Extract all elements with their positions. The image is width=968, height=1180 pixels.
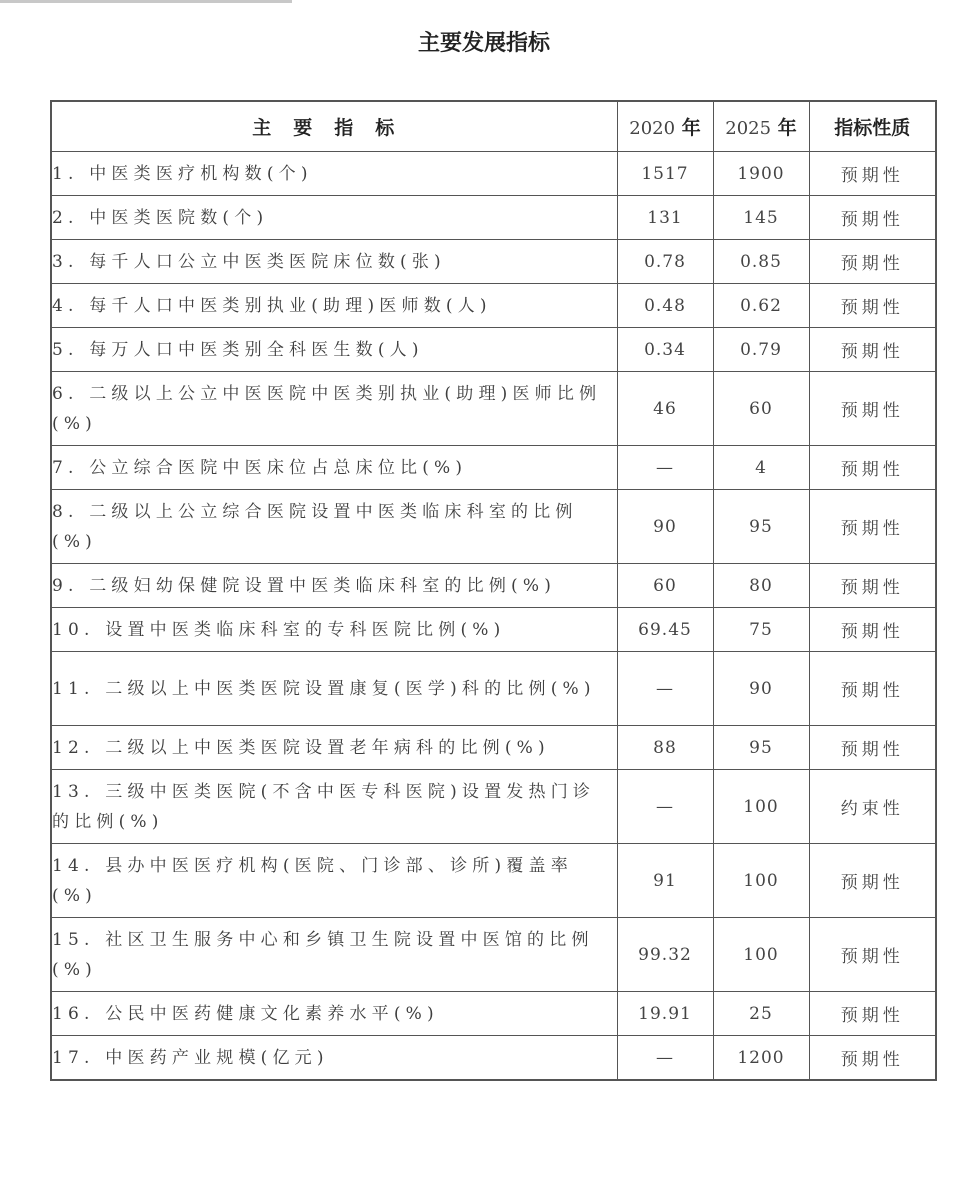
indicator-name: 14. 县办中医医疗机构(医院、门诊部、诊所)覆盖率(%): [51, 844, 617, 918]
indicator-name: 11. 二级以上中医类医院设置康复(医学)科的比例(%): [51, 652, 617, 726]
indicator-name: 2. 中医类医院数(个): [51, 196, 617, 240]
indicator-nature: 预期性: [809, 1036, 936, 1081]
table-row: [51, 770, 936, 844]
indicator-name: 15. 社区卫生服务中心和乡镇卫生院设置中医馆的比例(%): [51, 918, 617, 992]
value-2020: —: [617, 652, 713, 726]
value-2020: —: [617, 446, 713, 490]
value-2020: 46: [617, 372, 713, 446]
table-row: [51, 652, 936, 726]
value-2020: 0.48: [617, 284, 713, 328]
table-row: [51, 284, 936, 328]
value-2020: 19.91: [617, 992, 713, 1036]
indicators-table: [50, 100, 937, 1081]
value-2020: 131: [617, 196, 713, 240]
value-2020: 60: [617, 564, 713, 608]
value-2020: 69.45: [617, 608, 713, 652]
value-2025: 1900: [713, 152, 809, 196]
header-2025-year: 2025: [725, 118, 772, 139]
indicator-nature: 预期性: [809, 844, 936, 918]
indicator-nature: 预期性: [809, 240, 936, 284]
indicator-name: 6. 二级以上公立中医医院中医类别执业(助理)医师比例(%): [51, 372, 617, 446]
table-row: [51, 152, 936, 196]
value-2025: 95: [713, 490, 809, 564]
table-row: [51, 918, 936, 992]
indicator-name: 9. 二级妇幼保健院设置中医类临床科室的比例(%): [51, 564, 617, 608]
value-2020: 88: [617, 726, 713, 770]
value-2025: 145: [713, 196, 809, 240]
value-2025: 100: [713, 844, 809, 918]
top-divider-bar: [0, 0, 292, 3]
value-2020: —: [617, 1036, 713, 1081]
indicator-name: 4. 每千人口中医类别执业(助理)医师数(人): [51, 284, 617, 328]
table-row: [51, 992, 936, 1036]
indicator-nature: 预期性: [809, 918, 936, 992]
header-2020: [617, 101, 713, 152]
page-title: 主要发展指标: [417, 31, 550, 56]
value-2025: 100: [713, 918, 809, 992]
indicator-nature: 预期性: [809, 608, 936, 652]
indicator-nature: 预期性: [809, 652, 936, 726]
header-nature: 指标性质: [809, 101, 936, 152]
table-header-row: [51, 101, 936, 152]
value-2020: 90: [617, 490, 713, 564]
indicator-name: 16. 公民中医药健康文化素养水平(%): [51, 992, 617, 1036]
value-2025: 90: [713, 652, 809, 726]
value-2025: 25: [713, 992, 809, 1036]
table-row: [51, 240, 936, 284]
indicator-nature: 预期性: [809, 196, 936, 240]
value-2020: —: [617, 770, 713, 844]
indicator-name: 7. 公立综合医院中医床位占总床位比(%): [51, 446, 617, 490]
indicator-nature: 预期性: [809, 152, 936, 196]
header-2025-unit: 年: [777, 117, 797, 139]
table-row: [51, 608, 936, 652]
table-row: [51, 564, 936, 608]
indicator-name: 10. 设置中医类临床科室的专科医院比例(%): [51, 608, 617, 652]
indicator-name: 1. 中医类医疗机构数(个): [51, 152, 617, 196]
indicator-nature: 约束性: [809, 770, 936, 844]
value-2020: 0.34: [617, 328, 713, 372]
value-2025: 80: [713, 564, 809, 608]
value-2025: 4: [713, 446, 809, 490]
value-2025: 60: [713, 372, 809, 446]
table-row: [51, 446, 936, 490]
indicator-name: 5. 每万人口中医类别全科医生数(人): [51, 328, 617, 372]
indicator-nature: 预期性: [809, 490, 936, 564]
indicator-nature: 预期性: [809, 328, 936, 372]
indicator-nature: 预期性: [809, 564, 936, 608]
value-2025: 0.85: [713, 240, 809, 284]
indicator-name: 8. 二级以上公立综合医院设置中医类临床科室的比例(%): [51, 490, 617, 564]
table-row: [51, 328, 936, 372]
indicator-nature: 预期性: [809, 446, 936, 490]
value-2020: 0.78: [617, 240, 713, 284]
indicator-name: 3. 每千人口公立中医类医院床位数(张): [51, 240, 617, 284]
value-2020: 99.32: [617, 918, 713, 992]
table-row: [51, 1036, 936, 1081]
value-2025: 95: [713, 726, 809, 770]
value-2025: 100: [713, 770, 809, 844]
indicator-nature: 预期性: [809, 284, 936, 328]
value-2020: 1517: [617, 152, 713, 196]
header-indicator: 主要指标: [51, 101, 617, 152]
indicator-name: 17. 中医药产业规模(亿元): [51, 1036, 617, 1081]
value-2020: 91: [617, 844, 713, 918]
indicator-nature: 预期性: [809, 372, 936, 446]
header-2020-year: 2020: [629, 118, 676, 139]
indicator-name: 13. 三级中医类医院(不含中医专科医院)设置发热门诊的比例(%): [51, 770, 617, 844]
header-2025: [713, 101, 809, 152]
indicator-nature: 预期性: [809, 726, 936, 770]
table-row: [51, 372, 936, 446]
value-2025: 1200: [713, 1036, 809, 1081]
table-row: [51, 196, 936, 240]
value-2025: 75: [713, 608, 809, 652]
value-2025: 0.62: [713, 284, 809, 328]
header-2020-unit: 年: [681, 117, 701, 139]
indicator-nature: 预期性: [809, 992, 936, 1036]
value-2025: 0.79: [713, 328, 809, 372]
table-row: [51, 490, 936, 564]
table-row: [51, 844, 936, 918]
table-row: [51, 726, 936, 770]
indicator-name: 12. 二级以上中医类医院设置老年病科的比例(%): [51, 726, 617, 770]
